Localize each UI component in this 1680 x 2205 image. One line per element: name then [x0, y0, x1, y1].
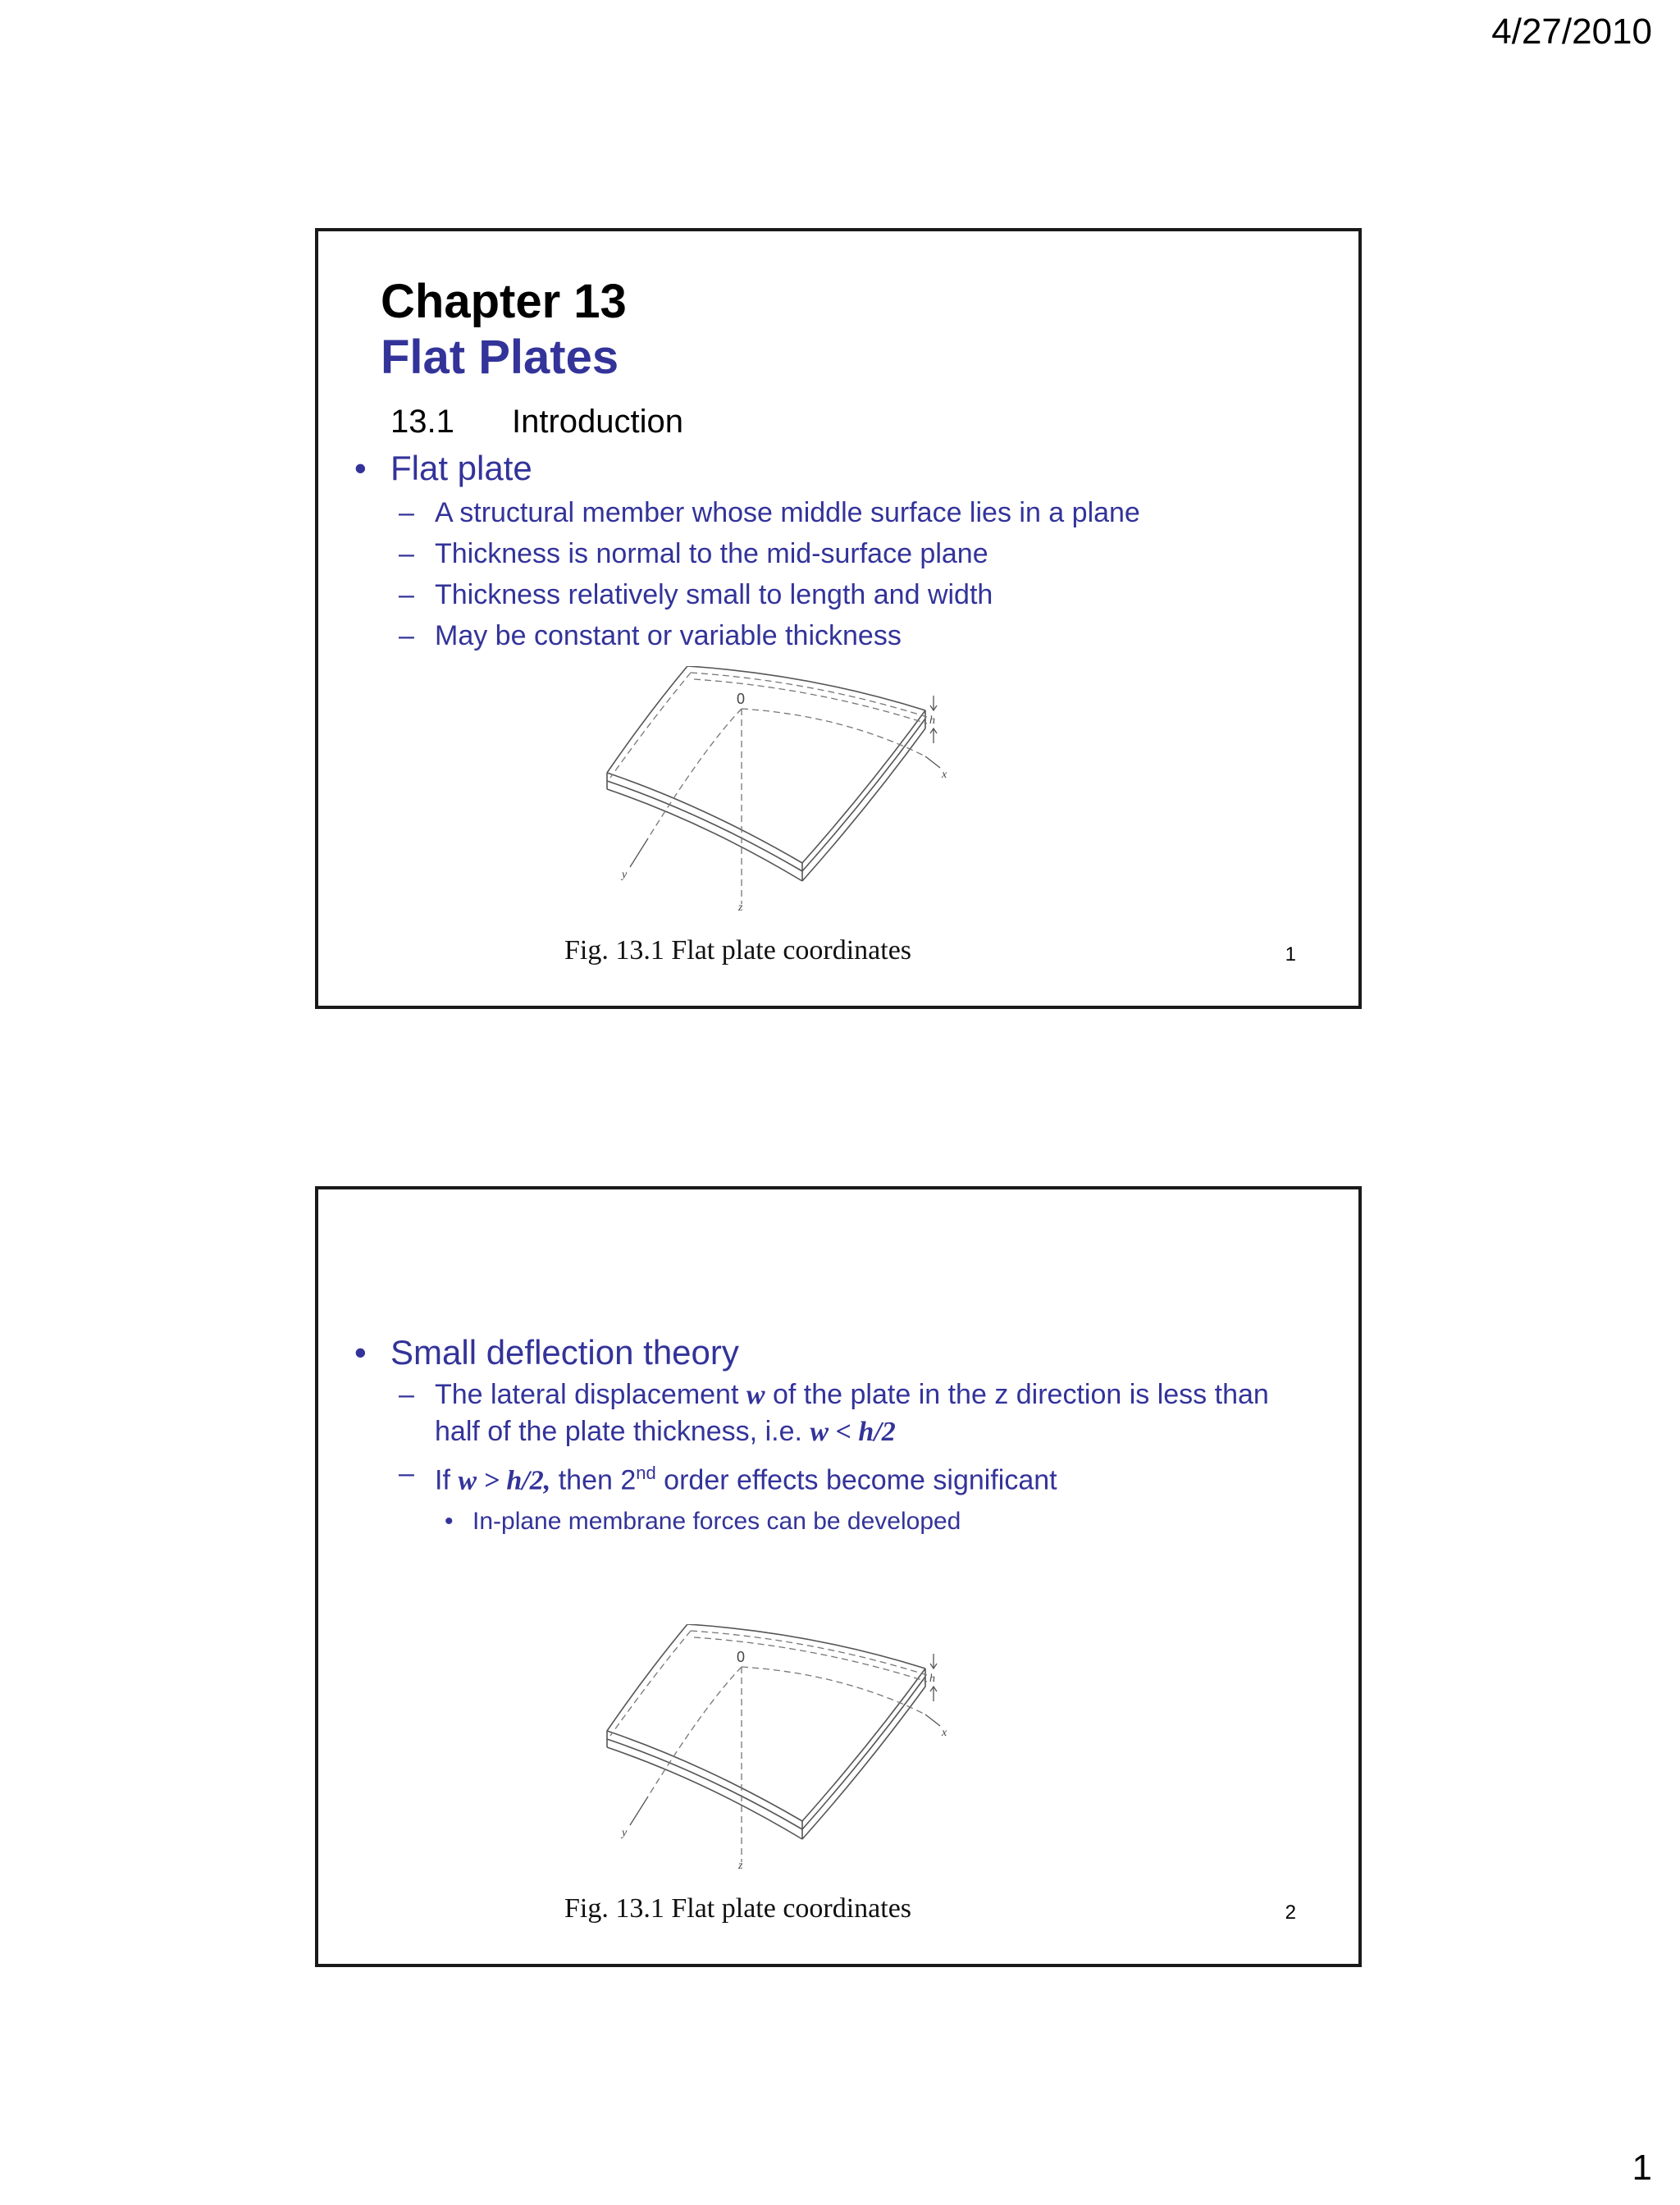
mid-surface-back-dashed [691, 673, 927, 717]
y-axis-curve-dashed [648, 709, 742, 838]
text-run: then 2 [550, 1464, 637, 1496]
bullet-text: Small deflection theory [390, 1333, 739, 1372]
figure-caption: Fig. 13.1 Flat plate coordinates [564, 1893, 912, 1924]
subbullet-item: – May be constant or variable thickness [399, 615, 1140, 656]
subbullet-item: – A structural member whose middle surface lies in a plane [399, 492, 1140, 533]
x-label: x [942, 1727, 947, 1739]
subbullet-list [354, 492, 1140, 656]
z-label: z [738, 1860, 743, 1870]
y-axis-line [630, 838, 648, 867]
plate-top-left-edge [607, 666, 687, 773]
plate-top-front-edge [607, 1731, 802, 1821]
section-title: Introduction [512, 404, 684, 440]
subbullet-list [354, 1376, 1339, 1540]
h-label: h [929, 714, 935, 727]
plate-top-front-edge [607, 773, 802, 863]
mid-surface-left-dashed [610, 1631, 691, 1736]
x-axis-line [925, 756, 940, 768]
z-label: z [738, 902, 743, 912]
plate-bottom-right-edge [802, 1687, 925, 1839]
math-w: w [746, 1380, 765, 1410]
superscript-nd: nd [636, 1463, 656, 1483]
figure-caption: Fig. 13.1 Flat plate coordinates [564, 935, 912, 966]
subsubbullet-list [399, 1504, 1339, 1540]
y-axis-line [630, 1796, 648, 1825]
plate-bottom-front-edge [607, 1747, 802, 1839]
plate-top-right-edge [802, 710, 925, 863]
flat-plate-coordinates-figure [597, 1624, 958, 1870]
plate-mid-right-edge [802, 1677, 925, 1829]
math-w-lt-h2: w < h/2 [810, 1417, 896, 1447]
plate-bottom-front-edge [607, 789, 802, 881]
mid-surface-left-dashed [610, 673, 691, 778]
x-axis-curve-dashed [742, 709, 925, 756]
subbullet-item [399, 1376, 1321, 1450]
bullet-small-deflection [354, 1329, 1339, 1376]
h-label: h [929, 1673, 935, 1685]
x-axis-curve-dashed [742, 1667, 925, 1714]
page-number: 1 [1632, 2148, 1652, 2188]
bullet-flat-plate [354, 445, 1140, 492]
x-axis-line [925, 1714, 940, 1726]
plate-top-back-edge [687, 1624, 925, 1669]
origin-label: 0 [737, 691, 746, 707]
text-run: order effects become significant [655, 1464, 1057, 1496]
plate-bottom-right-edge [802, 728, 925, 881]
text-run: of the plate in the z direction is less than half of the plate thickness, i.e. [435, 1379, 1269, 1447]
subsubbullet-item: • In-plane membrane forces can be developed [445, 1504, 1339, 1540]
bottom-back-dashed [694, 1637, 927, 1682]
bottom-back-dashed [694, 679, 927, 724]
subbullet-item [399, 1455, 1339, 1499]
chapter-title: Chapter 13 [381, 275, 627, 328]
chapter-subtitle: Flat Plates [381, 331, 619, 384]
plate-top-left-edge [607, 1624, 687, 1731]
bullet-text: Flat plate [390, 449, 532, 487]
mid-surface-back-dashed [691, 1631, 927, 1675]
page-date: 4/27/2010 [1491, 11, 1652, 52]
math-w-gt-h2: w > h/2, [458, 1465, 551, 1496]
flat-plate-coordinates-figure [597, 666, 958, 912]
bullet-list [354, 445, 1140, 656]
slide-1 [315, 228, 1362, 1009]
plate-top-back-edge [687, 666, 925, 710]
y-label: y [622, 869, 628, 881]
y-label: y [622, 1827, 628, 1839]
section-heading [390, 404, 683, 441]
text-run: The lateral displacement [435, 1379, 746, 1410]
bullet-list [354, 1329, 1339, 1540]
y-axis-curve-dashed [648, 1667, 742, 1796]
subbullet-item: – Thickness is normal to the mid-surface plane [399, 533, 1140, 574]
subbullet-item: – Thickness relatively small to length and width [399, 574, 1140, 615]
plate-mid-right-edge [802, 719, 925, 871]
plate-top-right-edge [802, 1669, 925, 1821]
slide-number: 1 [1285, 943, 1296, 966]
origin-label: 0 [737, 1649, 746, 1665]
text-run: If [435, 1464, 459, 1496]
section-number: 13.1 [390, 404, 454, 440]
x-label: x [942, 769, 947, 781]
slide-number: 2 [1285, 1901, 1296, 1924]
slide-2 [315, 1186, 1362, 1967]
